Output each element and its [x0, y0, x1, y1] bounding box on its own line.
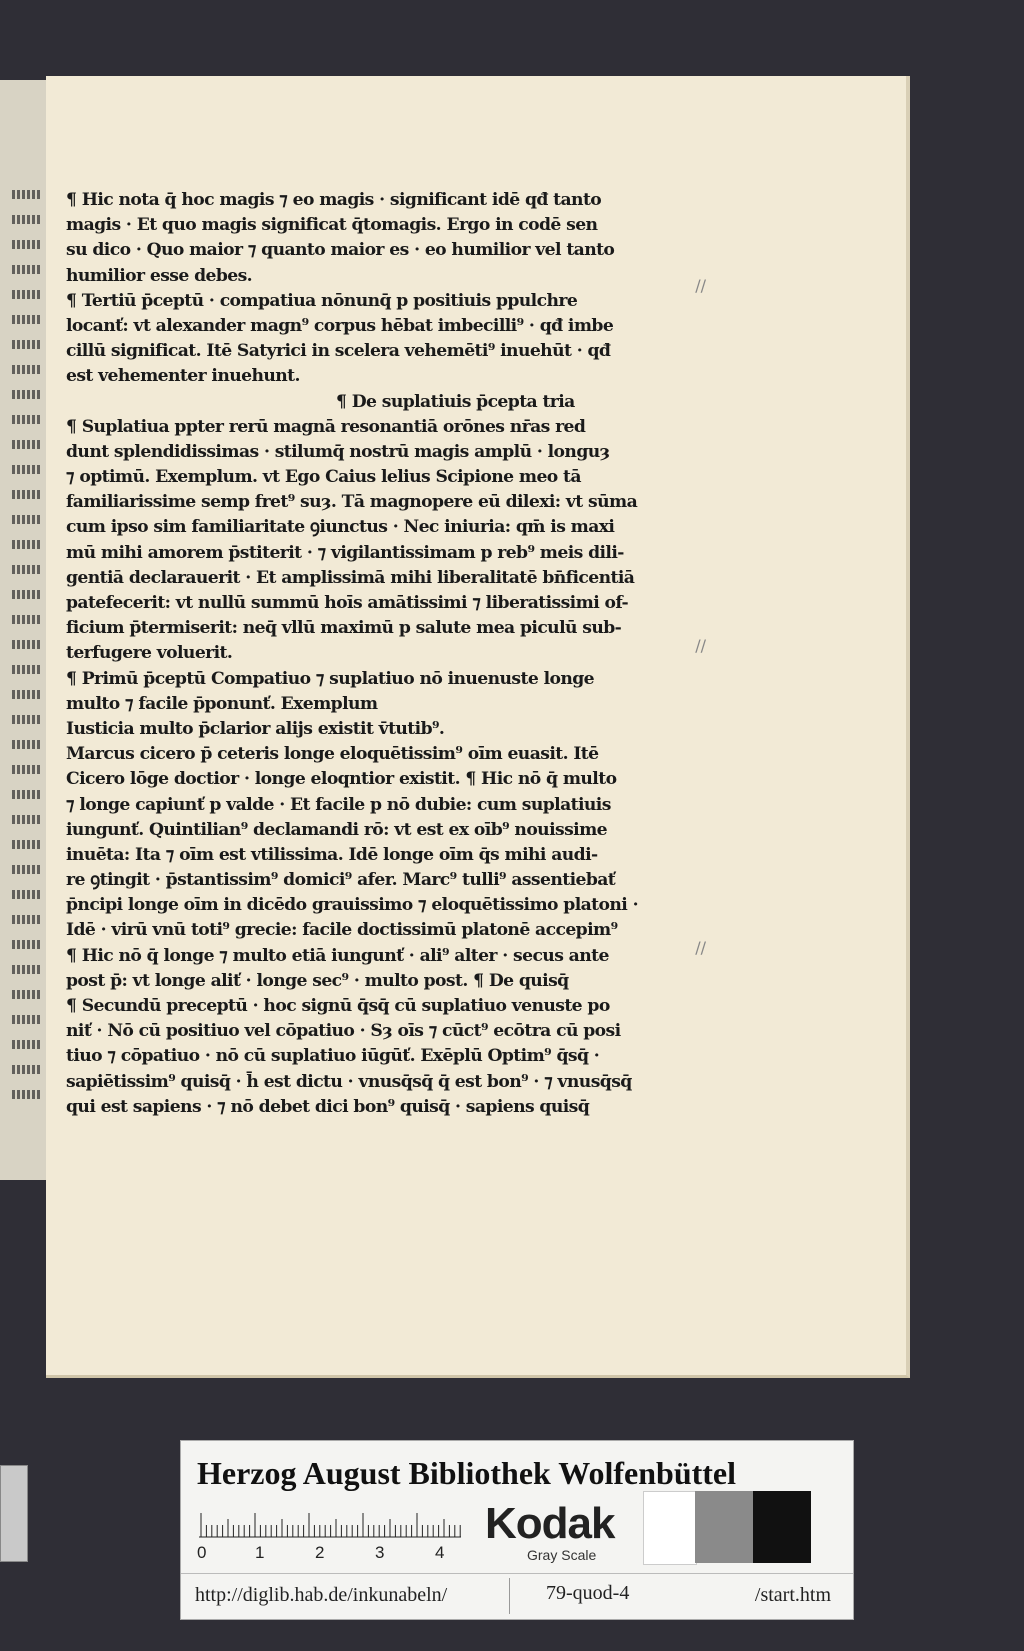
text-line: niť · Nō cū positiuo vel cōpatiuo · Sȝ oīs ⁊ cūct⁹ ecōtra cū posi	[66, 1021, 621, 1042]
text-line: p̄ncipi longe oīm in dicēdo grauissimo ⁊ eloquētissimo platoni ·	[66, 895, 638, 916]
text-line: cum ipso sim familiaritate ꝯiunctus · Nec iniuria: qm̄ is maxi	[66, 517, 615, 538]
text-line: magis · Et quo magis significat q̄tomagis. Ergo in codē sen	[66, 215, 598, 236]
text-line: inuēta: Ita ⁊ oīm est vtilissima. Idē longe oīm q̄s mihi audi-	[66, 844, 598, 865]
text-line: dunt splendidissimas · stilumq̄ nostrū magis amplū · longuȝ	[66, 441, 610, 462]
manuscript-page	[46, 76, 910, 1378]
previous-page-text-fragments	[12, 190, 42, 1115]
text-line: Marcus cicero p̄ ceteris longe eloquētissim⁹ oīm euasit. Itē	[66, 744, 599, 765]
page-text-block	[66, 188, 708, 1120]
margin-mark: //	[695, 276, 706, 295]
text-line: ficium p̄termiserit: neq̄ vllū maximū p salute mea piculū sub-	[66, 618, 622, 639]
text-line: patefecerit: vt nullū summū hoīs amātissimi ⁊ liberatissimi of-	[66, 593, 629, 613]
previous-page-edge	[0, 80, 48, 1180]
library-title: Herzog August Bibliothek Wolfenbüttel	[197, 1455, 737, 1491]
text-line: gentiā declarauerit · Et amplissimā mihi liberalitatē bn̄ficentiā	[66, 567, 635, 588]
text-line: iungunť. Quintilian⁹ declamandi rō: vt est ex oīb⁹ nouissime	[66, 819, 608, 840]
text-line: Iusticia multo p̄clarior alijs existit v̄tutib⁹.	[66, 718, 445, 739]
text-line: ⁊ longe capiunť p valde · Et facile p nō dubie: cum suplatiuis	[66, 794, 611, 815]
ruler-number: 0	[197, 1543, 207, 1562]
margin-mark: //	[695, 636, 706, 655]
url-row	[181, 1573, 853, 1620]
text-line: humilior esse debes.	[66, 265, 253, 286]
white-swatch	[643, 1491, 697, 1565]
text-line: est vehementer inuehunt.	[66, 366, 300, 387]
text-line: Cicero lōge doctior · longe eloqntior existit. ¶ Hic nō q̄ multo	[66, 769, 617, 790]
kodak-logo: Kodak	[485, 1499, 615, 1548]
text-line: re ꝯtingit · p̄stantissim⁹ domici⁹ afer. Marc⁹ tulli⁹ assentiebať	[66, 870, 616, 891]
text-line: cillū significat. Itē Satyrici in scelera vehemēti⁹ inuehūt · qđ	[66, 341, 611, 362]
text-line: locanť: vt alexander magn⁹ corpus hēbat imbecilli⁹ · qđ imbe	[66, 315, 614, 336]
url-suffix: /start.htm	[754, 1584, 831, 1606]
black-swatch	[753, 1491, 811, 1563]
text-line: ¶ Primū p̄ceptū Compatiuo ⁊ suplatiuo nō inuenuste longe	[66, 668, 595, 689]
text-line: tiuo ⁊ cōpatiuo · nō cū suplatiuo iūgūť. Exēplū Optim⁹ q̄sq̄ ·	[66, 1046, 600, 1067]
margin-mark: //	[695, 938, 706, 957]
text-line: ¶ Tertiū p̄ceptū · compatiua nōnunq̄ p positiuis ppulchre	[66, 290, 578, 311]
url-id: 79-quod-4	[546, 1582, 630, 1604]
text-line: sapiētissim⁹ quisq̄ · h̄ est dictu · vnusq̄sq̄ q̄ est bon⁹ · ⁊ vnusq̄sq̄	[66, 1071, 632, 1092]
text-line: terfugere voluerit.	[66, 643, 233, 664]
previous-card-fragment	[0, 1465, 28, 1562]
text-line: ¶ Hic nō q̄ longe ⁊ multo etiā iungunť · ali⁹ alter · secus ante	[66, 945, 609, 966]
url-base: http://diglib.hab.de/inkunabeln/	[195, 1584, 448, 1606]
text-line: mū mihi amorem p̄stiterit · ⁊ vigilantissimam p reb⁹ meis dili-	[66, 542, 624, 563]
text-line: ¶ Hic nota q̄ hoc magis ⁊ eo magis · significant idē qđ tanto	[66, 190, 602, 210]
text-line: post p̄: vt longe aliť · longe sec⁹ · multo post. ¶ De quisq̄	[66, 970, 569, 991]
ruler-ticks	[199, 1503, 464, 1543]
text-line: qui est sapiens · ⁊ nō debet dici bon⁹ quisq̄ · sapiens quisq̄	[66, 1096, 590, 1117]
url-divider	[509, 1578, 510, 1614]
ruler-number: 3	[375, 1543, 385, 1562]
text-line: multo ⁊ facile p̄ponunť. Exemplum	[66, 693, 378, 714]
gray-swatch	[695, 1491, 753, 1563]
text-line: ¶ De suplatiuis p̄cepta tria	[336, 391, 575, 412]
text-line: familiarissime semp fret⁹ suȝ. Tā magnopere eū dilexi: vt sūma	[66, 492, 638, 513]
text-line: ⁊ optimū. Exemplum. vt Ego Caius lelius Scipione meo tā	[66, 467, 581, 488]
ruler-number: 1	[255, 1543, 265, 1562]
text-line: ¶ Suplatiua ppter rerū magnā resonantiā orōnes nr̄as red	[66, 416, 586, 437]
text-line: su dico · Quo maior ⁊ quanto maior es · eo humilior vel tanto	[66, 240, 615, 261]
text-line: ¶ Secundū preceptū · hoc signū q̄sq̄ cū suplatiuo venuste po	[66, 996, 610, 1016]
gray-scale-label: Gray Scale	[527, 1547, 597, 1563]
ruler-number: 2	[315, 1543, 325, 1562]
ruler-number: 4	[435, 1543, 445, 1562]
text-line: Idē · virū vnū toti⁹ grecie: facile doctissimū platonē accepim⁹	[66, 920, 618, 941]
library-reference-card	[180, 1440, 854, 1620]
measurement-ruler	[199, 1503, 464, 1563]
